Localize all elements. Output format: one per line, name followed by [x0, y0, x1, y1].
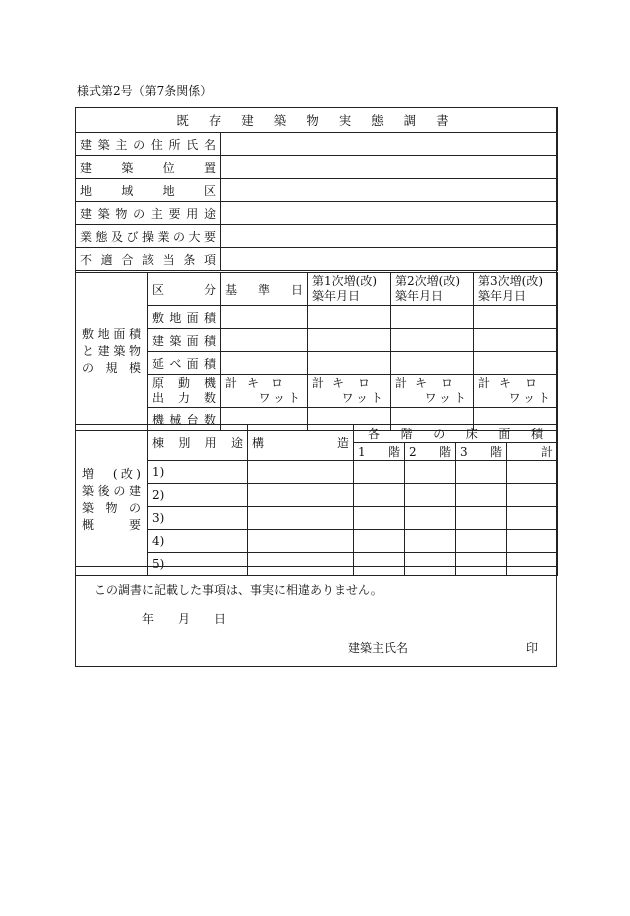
after-f3-2[interactable] [456, 484, 507, 507]
cell-site-area-1[interactable] [308, 306, 391, 329]
cell-motor-base[interactable]: 計 キロ ワット [221, 375, 308, 408]
cell-motor-2[interactable]: 計 キロ ワット [391, 375, 474, 408]
cell-total-floor-area-base[interactable] [221, 352, 308, 375]
after-extension-table [75, 424, 558, 576]
row-owner [76, 133, 558, 156]
cell-site-area-base[interactable] [221, 306, 308, 329]
header-floor-1: 1 階 [354, 443, 405, 461]
header-floor-3: 3 階 [456, 443, 507, 461]
after-total-1[interactable] [507, 461, 558, 484]
field-location[interactable] [221, 156, 558, 179]
cell-total-floor-area-1[interactable] [308, 352, 391, 375]
after-structure-3[interactable] [248, 507, 354, 530]
header-kubun: 区分 [148, 273, 221, 306]
row-business [76, 225, 558, 248]
row-zone [76, 179, 558, 202]
field-business[interactable] [221, 225, 558, 248]
header-floor-area: 各階の床面積 [354, 425, 558, 443]
after-row-label-2[interactable]: 2) [148, 484, 248, 507]
after-header-row-1 [76, 425, 558, 443]
after-f2-4[interactable] [405, 530, 456, 553]
label-motor-output: 原動機 出力数 [148, 375, 221, 408]
row-site-area [76, 306, 558, 329]
row-motor-output [76, 375, 558, 408]
cell-building-area-1[interactable] [308, 329, 391, 352]
label-zone: 地域地区 [76, 179, 221, 202]
label-main-use: 建築物の主要用途 [76, 202, 221, 225]
label-machine-count: 機械台数 [148, 408, 221, 431]
after-f3-4[interactable] [456, 530, 507, 553]
field-nonconforming[interactable] [221, 248, 558, 271]
after-group-label: 増 (改) 築後の建 築 物 の 概 要 [76, 425, 148, 576]
after-row-label-4[interactable]: 4) [148, 530, 248, 553]
cell-total-floor-area-2[interactable] [391, 352, 474, 375]
cell-building-area-2[interactable] [391, 329, 474, 352]
label-total-floor-area: 延べ面積 [148, 352, 221, 375]
label-owner: 建築主の住所氏名 [76, 133, 221, 156]
field-main-use[interactable] [221, 202, 558, 225]
scale-table [75, 272, 558, 431]
cell-motor-3[interactable]: 計 キロ ワット [474, 375, 558, 408]
header-floor-total: 計 [507, 443, 558, 461]
form-number-label: 様式第2号（第7条関係） [77, 84, 213, 98]
after-structure-2[interactable] [248, 484, 354, 507]
signature-label: 建築主氏名 [348, 641, 409, 655]
row-location [76, 156, 558, 179]
after-total-3[interactable] [507, 507, 558, 530]
row-main-use [76, 202, 558, 225]
row-building-area [76, 329, 558, 352]
after-row-label-5[interactable]: 5) [148, 553, 248, 576]
after-f1-3[interactable] [354, 507, 405, 530]
after-row-label-1[interactable]: 1) [148, 461, 248, 484]
cell-building-area-base[interactable] [221, 329, 308, 352]
cell-site-area-3[interactable] [474, 306, 558, 329]
after-structure-1[interactable] [248, 461, 354, 484]
label-location: 建築位置 [76, 156, 221, 179]
header-col1: 第1次増(改) 築年月日 [308, 273, 391, 306]
header-building-use: 棟別用途 [148, 425, 248, 461]
header-floor-2: 2 階 [405, 443, 456, 461]
after-row-3 [76, 507, 558, 530]
after-f2-1[interactable] [405, 461, 456, 484]
label-site-area: 敷地面積 [148, 306, 221, 329]
after-row-1 [76, 461, 558, 484]
after-total-4[interactable] [507, 530, 558, 553]
label-business: 業態及び操業の大要 [76, 225, 221, 248]
after-f3-1[interactable] [456, 461, 507, 484]
after-row-label-3[interactable]: 3) [148, 507, 248, 530]
field-owner[interactable] [221, 133, 558, 156]
after-f2-2[interactable] [405, 484, 456, 507]
after-f1-4[interactable] [354, 530, 405, 553]
after-row-4 [76, 530, 558, 553]
after-structure-4[interactable] [248, 530, 354, 553]
label-building-area: 建築面積 [148, 329, 221, 352]
after-row-2 [76, 484, 558, 507]
after-total-2[interactable] [507, 484, 558, 507]
header-col3: 第3次増(改) 築年月日 [474, 273, 558, 306]
survey-form [75, 107, 557, 667]
header-structure: 構造 [248, 425, 354, 461]
form-title: 既 存 建 築 物 実 態 調 書 [76, 108, 558, 133]
row-total-floor-area [76, 352, 558, 375]
cell-building-area-3[interactable] [474, 329, 558, 352]
after-f1-2[interactable] [354, 484, 405, 507]
header-kijun: 基準日 [221, 273, 308, 306]
label-nonconforming: 不適合該当条項 [76, 248, 221, 271]
header-col2: 第2次増(改) 築年月日 [391, 273, 474, 306]
field-zone[interactable] [221, 179, 558, 202]
after-f2-3[interactable] [405, 507, 456, 530]
cell-motor-1[interactable]: 計 キロ ワット [308, 375, 391, 408]
seal-mark: 印 [526, 641, 539, 655]
declaration-section [76, 566, 556, 666]
after-f1-1[interactable] [354, 461, 405, 484]
after-f3-3[interactable] [456, 507, 507, 530]
cell-site-area-2[interactable] [391, 306, 474, 329]
basic-info-table [75, 107, 558, 271]
date-line[interactable]: 年 月 日 [142, 612, 227, 626]
scale-group-label: 敷地面積 と建築物 の 規 模 [76, 273, 148, 431]
scale-header-row [76, 273, 558, 306]
cell-total-floor-area-3[interactable] [474, 352, 558, 375]
row-nonconforming [76, 248, 558, 271]
declaration-text: この調書に記載した事項は、事実に相違ありません。 [94, 583, 383, 597]
